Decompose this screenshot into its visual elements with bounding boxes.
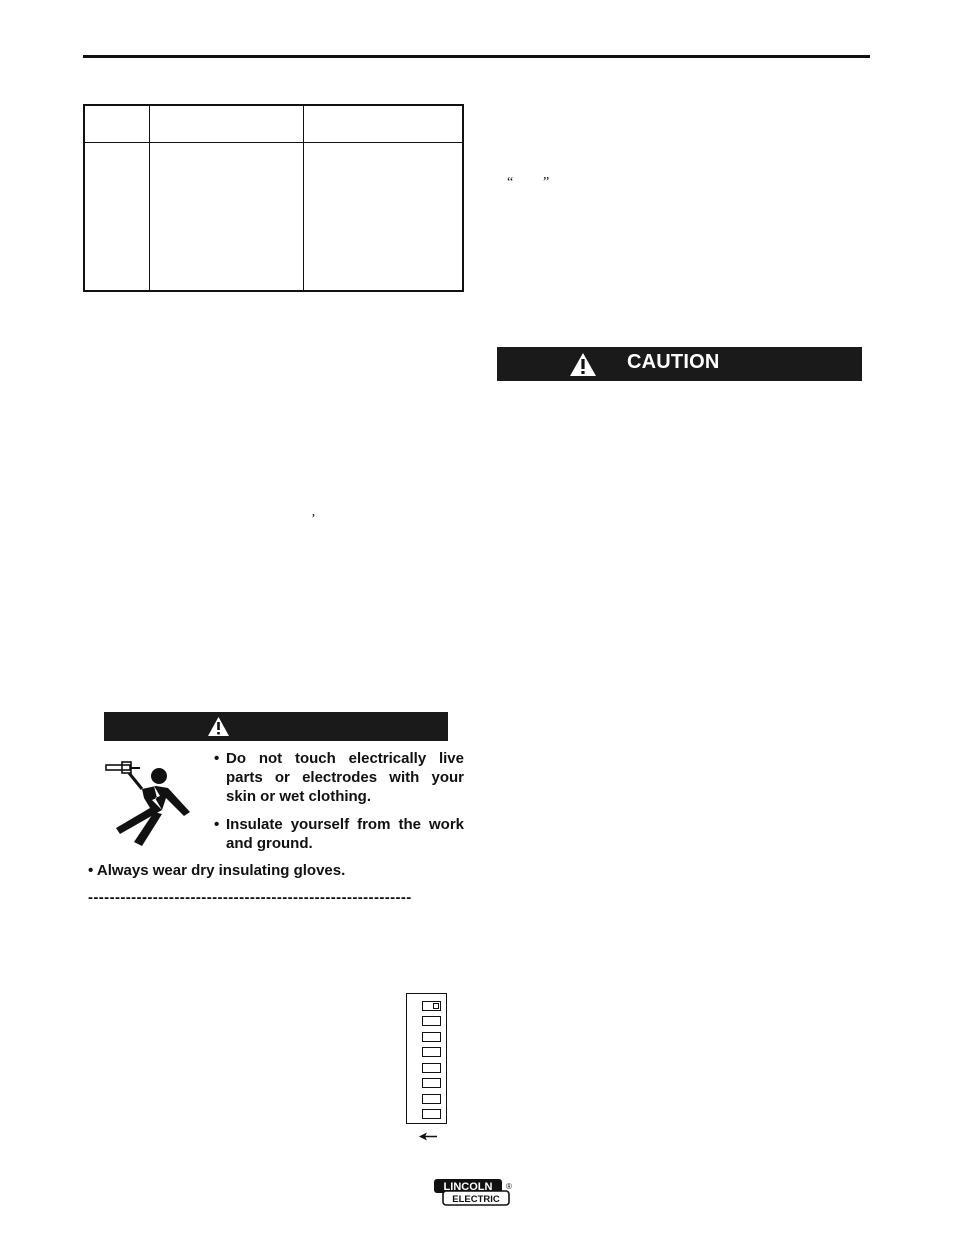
logo-text-electric: ELECTRIC	[452, 1194, 500, 1205]
dip-switch-position	[422, 1001, 441, 1011]
dip-switch	[406, 993, 447, 1124]
dip-switch-position	[422, 1016, 441, 1026]
table-column-divider	[303, 106, 304, 290]
warning-banner	[104, 712, 448, 741]
gloves-note: • Always wear dry insulating gloves.	[88, 862, 346, 879]
dashed-divider: ------------------------------------------------------------	[88, 889, 412, 906]
open-quote: “	[507, 175, 514, 190]
lincoln-electric-logo	[433, 1178, 513, 1213]
header-rule	[83, 55, 870, 58]
arrow-left-icon	[418, 1131, 438, 1142]
table-header-divider	[85, 142, 462, 143]
caution-banner	[497, 347, 862, 381]
dip-switch-position	[422, 1032, 441, 1042]
safety-bullets	[214, 749, 464, 862]
dip-switch-position	[422, 1063, 441, 1073]
table-column-divider	[149, 106, 150, 290]
apostrophe: ’	[311, 512, 316, 527]
dip-switch-position	[422, 1109, 441, 1119]
caution-label: CAUTION	[627, 351, 720, 373]
close-quote: ”	[543, 175, 550, 190]
electric-shock-icon	[104, 756, 200, 848]
list-item: • Do not touch electrically live parts or electrodes with your skin or wet clothing.	[214, 750, 464, 805]
dip-switch-position	[422, 1078, 441, 1088]
dip-switch-position	[422, 1094, 441, 1104]
bullet-text: Insulate yourself from the work and ground.	[226, 816, 464, 852]
spec-table	[83, 104, 464, 292]
bullet-text: Do not touch electrically live parts or electrodes with your skin or wet clothing.	[226, 750, 464, 805]
logo-text-lincoln: LINCOLN	[443, 1181, 493, 1193]
registered-mark: ®	[506, 1182, 512, 1191]
warning-triangle-icon	[569, 352, 597, 377]
warning-triangle-icon	[207, 716, 230, 737]
list-item: • Insulate yourself from the work and ground.	[214, 816, 464, 852]
dip-switch-position	[422, 1047, 441, 1057]
brand-logo-icon	[433, 1178, 513, 1208]
